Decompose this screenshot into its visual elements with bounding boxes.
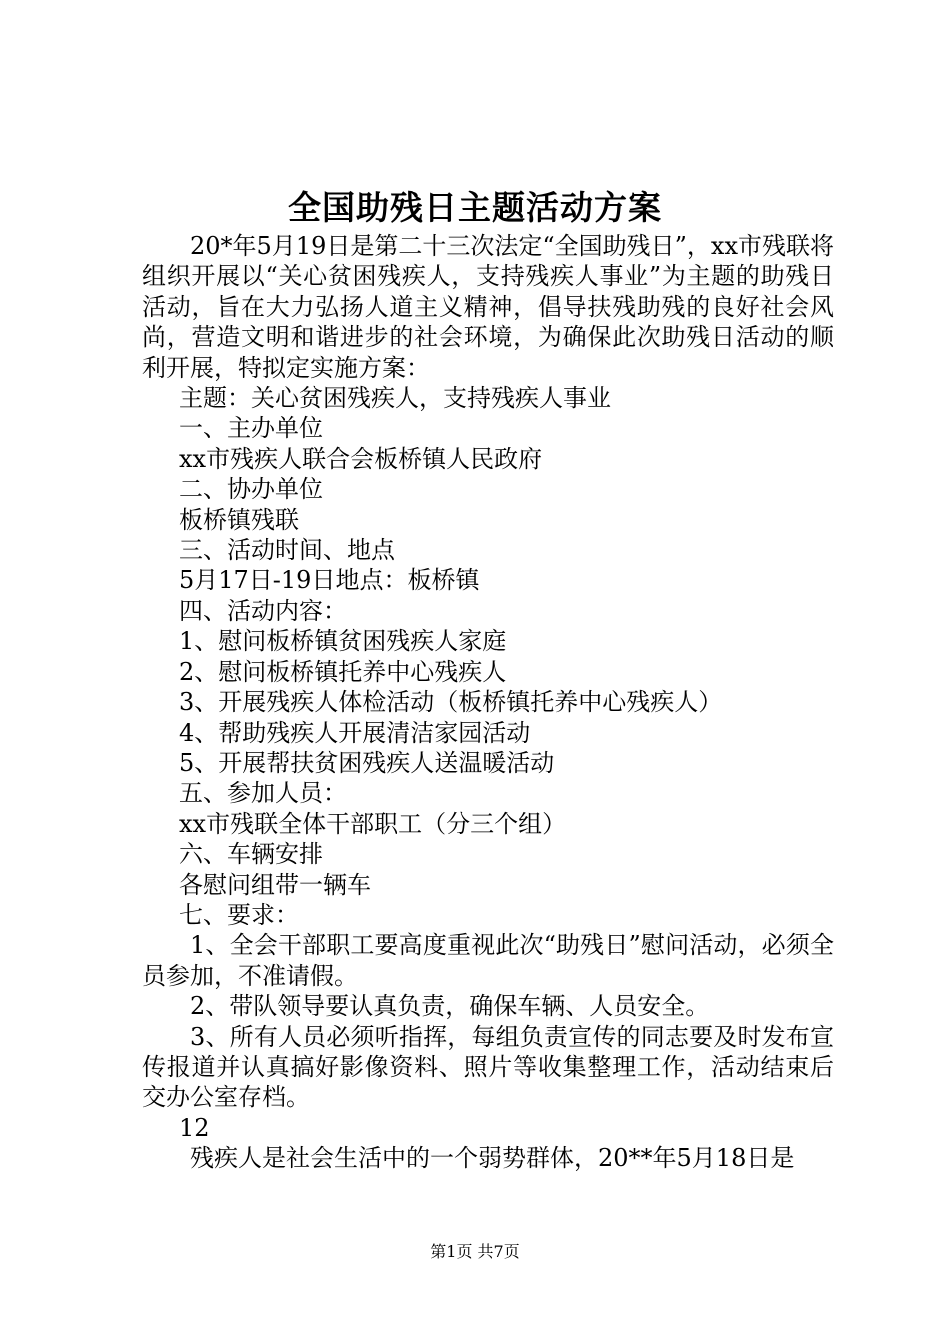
closing-paragraph: 残疾人是社会生活中的一个弱势群体，20**年5月18日是: [190, 1144, 795, 1173]
section-heading-participants: 五、参加人员：: [179, 779, 347, 808]
section-text-organizer: xx市残疾人联合会板桥镇人民政府: [179, 444, 543, 473]
activity-item: 5、开展帮扶贫困残疾人送温暖活动: [179, 748, 555, 777]
theme-line: 主题：关心贫困残疾人，支持残疾人事业: [179, 384, 611, 413]
section-heading-organizer: 一、主办单位: [179, 414, 323, 443]
section-text-participants: xx市残联全体干部职工（分三个组）: [179, 809, 567, 838]
requirement-item: 1、全会干部职工要高度重视此次“助残日”慰问活动，必须全员参加，不准请假。: [142, 931, 834, 990]
section-heading-activities: 四、活动内容：: [179, 596, 347, 625]
section-text-co-organizer: 板桥镇残联: [179, 505, 299, 534]
activity-item: 4、帮助残疾人开展清洁家园活动: [179, 718, 531, 747]
section-heading-requirements: 七、要求：: [179, 900, 299, 929]
section-text-time-place: 5月17日-19日地点：板桥镇: [179, 566, 480, 595]
intro-paragraph: 20*年5月19日是第二十三次法定“全国助残日”，xx市残联将组织开展以“关心贫困残疾人，支持残疾人事业”为主题的助残日活动，旨在大力弘扬人道主义精神，倡导扶残助残的良好社会风尚，营造文明和谐进步的社会环境，为确保此次助残日活动的顺利开展，特拟定实施方案：: [142, 232, 834, 382]
requirement-item: 3、所有人员必须听指挥，每组负责宣传的同志要及时发布宣传报道并认真搞好影像资料、照片等收集整理工作，活动结束后交办公室存档。: [142, 1022, 834, 1112]
document-body: [142, 231, 834, 1174]
section-heading-co-organizer: 二、协办单位: [179, 475, 323, 504]
activity-item: 3、开展残疾人体检活动（板桥镇托养中心残疾人）: [179, 688, 723, 717]
requirement-item: 2、带队领导要认真负责，确保车辆、人员安全。: [190, 992, 710, 1021]
activity-item: 2、慰问板桥镇托养中心残疾人: [179, 657, 507, 686]
section-heading-vehicles: 六、车辆安排: [179, 840, 323, 869]
number-line: 12: [179, 1113, 210, 1142]
document-title: 全国助残日主题活动方案: [288, 188, 662, 227]
section-text-vehicles: 各慰问组带一辆车: [179, 870, 371, 899]
page-footer: 第1页 共7页: [430, 1242, 520, 1261]
section-heading-time-place: 三、活动时间、地点: [179, 536, 395, 565]
activity-item: 1、慰问板桥镇贫困残疾人家庭: [179, 627, 507, 656]
